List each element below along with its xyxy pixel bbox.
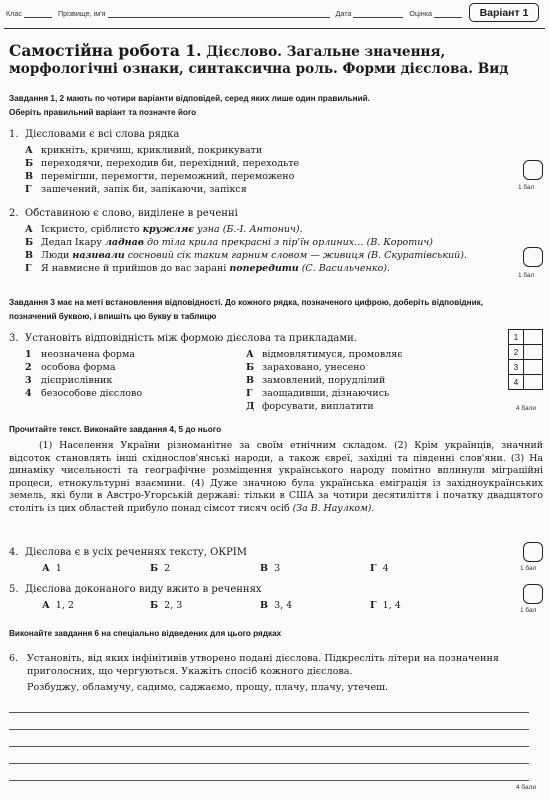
question-6-text: Установіть, від яких інфінітивів утворено подані дієслова. Підкресліть літери на позначення приголосних, що чергуються. Укажіть спосіб кожного дієслова. (27, 653, 499, 677)
q1-option-b[interactable]: Б переходячи, переходив би, перехідний, переходьте (25, 158, 300, 169)
name-label: Прізвище, ім'я (57, 9, 106, 18)
q4-answer-box[interactable] (523, 542, 543, 562)
q2-answer-box[interactable] (523, 247, 543, 267)
q2-option-a[interactable]: А Іскристо, сріблисто кружляє узна (Б.-І. Антонич). (25, 224, 303, 235)
question-6-words: Розбуджу, обламучу, садимо, саджаємо, прощу, плачу, плачу, утечеш. (27, 682, 389, 693)
q3-table-cell[interactable] (524, 330, 543, 345)
answer-line[interactable] (9, 763, 529, 764)
q4-answer-c[interactable]: В 3 (260, 563, 281, 574)
header-divider (4, 28, 545, 29)
q3-table-num: 4 (509, 375, 524, 390)
title-rest: Дієслово. Загальне значення, морфологічні ознаки, синтаксична роль. Форми дієслова. Вид (9, 44, 509, 77)
instructions-task-3: Завдання 3 має на меті встановлення відповідності. До кожного рядка, позначеного цифрою, доберіть відповідник, позначений буквою, і впишіть цю букву в таблицю (9, 298, 483, 321)
q1-option-d[interactable]: Г зашечений, запік би, запікаючи, запікся (25, 184, 247, 195)
q2-option-c[interactable]: В Люди називали сосновий сік таким гарним словом — живиця (В. Скуратівський). (25, 250, 467, 261)
q3-right-column: А відмовлятимуся, промовляє Б зараховано, унесено В замовлений, порудлілий Г заощадивши, дізнаючись Д форсувати, виплатити (246, 349, 403, 412)
q5-answer-b[interactable]: Б 2, 3 (150, 600, 183, 611)
question-6: 6. Установіть, від яких інфінітивів утворено подані дієслова. Підкресліть літери на позначення приголосних, що чергуються. Укажіть спосіб кожного дієслова. Розбуджу, обламучу, садимо, саджаємо, прощу, плачу, плачу, утечеш. (9, 652, 514, 694)
date-label: Дата (335, 9, 352, 18)
q3-table-cell[interactable] (524, 345, 543, 360)
q4-answer-b[interactable]: Б 2 (150, 563, 171, 574)
answer-line[interactable] (9, 780, 529, 781)
q3-table-num: 2 (509, 345, 524, 360)
q5-answer-d[interactable]: Г 1, 4 (370, 600, 401, 611)
q3-left-column: 1 неозначена форма 2 особова форма 3 дієприслівник 4 безособове дієслово (25, 349, 143, 399)
question-4: 4. Дієслова є в усіх реченнях тексту, ОКРІМ (9, 547, 247, 558)
q2-option-d[interactable]: Г Я навмисне й прийшов до вас зарані попередити (С. Васильченко). (25, 263, 390, 274)
class-label: Клас (6, 9, 22, 18)
question-4-text: Дієслова є в усіх реченнях тексту, ОКРІМ (25, 547, 247, 558)
header-fields (6, 9, 462, 18)
q3-answer-table (508, 329, 543, 390)
question-2-text: Обставиною є слово, виділене в реченні (25, 208, 238, 219)
page-title (9, 42, 541, 78)
q2-points: 1 бал (518, 272, 535, 279)
q1-option-c[interactable]: В перемігши, перемогти, переможний, переможено (25, 171, 295, 182)
question-3: 3. Установіть відповідність між формою дієслова та прикладами. (9, 333, 357, 344)
answer-line[interactable] (9, 729, 529, 730)
q5-answer-box[interactable] (523, 584, 543, 604)
variant-badge: Варіант 1 (469, 3, 539, 22)
passage-body: (1) Населення України різноманітне за своїм етнічним складом. (2) Крім українців, значний відсоток становлять інші східнослов'янські народи, а також євреї, західні та південні слов'яни. (3) На динаміку чисельності та географічне розміщення українського народу помітно вплинули міграційні процеси, етнокультурні взаємини. (4) Дуже значною була українська еміграція із західноукраїнських земель, які були в Австро-Угорській державі: тільки в США за чотири десятиліття і початку двадцятого століть із цих областей прибуло понад сімсот тисяч осіб (9, 440, 543, 514)
q2-option-b[interactable]: Б Дедал Ікару ладнав до тіла крила прекрасні з пір'їн орлиних… (В. Коротич) (25, 237, 433, 248)
q5-points: 1 бал (520, 607, 537, 614)
q1-points: 1 бал (518, 184, 535, 191)
instructions-tasks-1-2: Завдання 1, 2 мають по чотири варіанти відповідей, серед яких лише один правильний. Оберіть правильний варіант та позначте його (9, 94, 370, 117)
q3-points: 4 бали (516, 405, 537, 412)
grade-field[interactable] (434, 9, 462, 18)
q4-answer-a[interactable]: А 1 (42, 563, 62, 574)
question-5: 5. Дієслова доконаного виду вжито в реченнях (9, 584, 262, 595)
question-1: 1. Дієсловами є всі слова рядка (9, 129, 180, 140)
passage-source: (За В. Наулком). (292, 502, 375, 514)
q1-answer-box[interactable] (523, 160, 543, 180)
answer-line[interactable] (9, 712, 529, 713)
q3-table-cell[interactable] (524, 360, 543, 375)
question-2-options (25, 224, 505, 276)
question-1-options (25, 145, 495, 197)
q4-answer-d[interactable]: Г 4 (370, 563, 389, 574)
question-3-text: Установіть відповідність між формою дієслова та прикладами. (25, 333, 357, 344)
title-lead: Самостійна робота 1. (9, 41, 202, 60)
text-passage (9, 440, 543, 516)
instructions-task-6: Виконайте завдання 6 на спеціально відведених для цього рядках (9, 629, 282, 638)
answer-line[interactable] (9, 746, 529, 747)
name-field[interactable] (108, 9, 330, 18)
question-1-text: Дієсловами є всі слова рядка (25, 129, 180, 140)
q3-table-cell[interactable] (524, 375, 543, 390)
q4-points: 1 бал (520, 565, 537, 572)
q3-table-num: 1 (509, 330, 524, 345)
q5-answer-a[interactable]: А 1, 2 (42, 600, 74, 611)
question-2: 2. Обставиною є слово, виділене в реченні (9, 208, 238, 219)
class-field[interactable] (24, 9, 52, 18)
instructions-read-text: Прочитайте текст. Виконайте завдання 4, 5 до нього (9, 425, 222, 434)
grade-label: Оцінка (409, 9, 432, 18)
date-field[interactable] (353, 9, 403, 18)
q3-table-num: 3 (509, 360, 524, 375)
q1-option-a[interactable]: А крикніть, кричиш, крикливий, покрикувати (25, 145, 263, 156)
question-5-text: Дієслова доконаного виду вжито в реченнях (25, 584, 262, 595)
q6-points: 4 бали (516, 784, 537, 791)
q5-answer-c[interactable]: В 3, 4 (260, 600, 293, 611)
